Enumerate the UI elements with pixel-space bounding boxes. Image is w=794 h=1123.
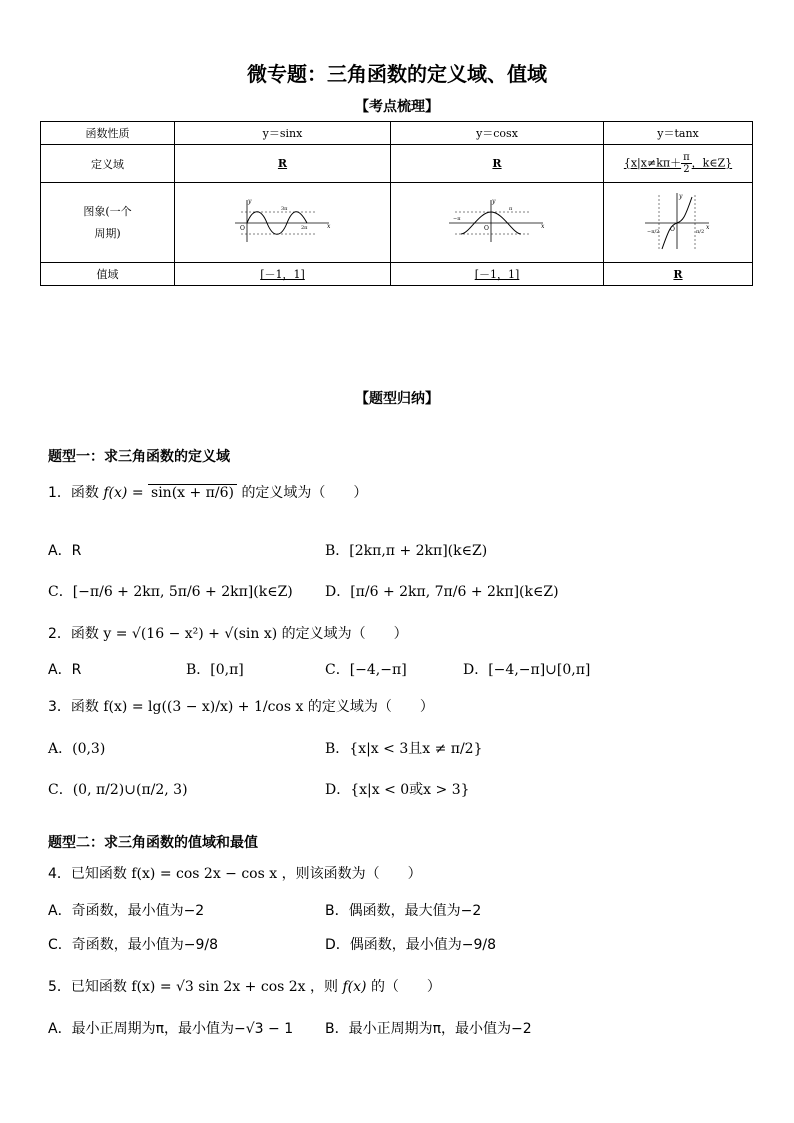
graph-tan	[604, 183, 753, 263]
q4-stem-b: ，则该函数为（ ）	[281, 866, 422, 882]
page-title: 微专题：三角函数的定义域、值域	[247, 62, 547, 86]
svg-text:O: O	[670, 226, 675, 233]
q2-option-b[interactable]: B．[0,π]	[186, 662, 244, 678]
header-cos: y＝cosx	[391, 122, 604, 145]
q3-option-c[interactable]: C．(0, π/2)∪(π/2, 3)	[48, 782, 188, 798]
q2-option-a[interactable]: A．R	[48, 662, 82, 678]
q5-stem	[48, 976, 441, 996]
svg-text:2π: 2π	[300, 225, 307, 231]
q4-option-b[interactable]: B．偶函数，最大值为−2	[325, 903, 482, 919]
q3-stem	[48, 696, 434, 716]
q3-option-b[interactable]: B．{x|x < 3且x ≠ π/2}	[325, 741, 483, 757]
q1-option-d[interactable]: D．[π/6 + 2kπ, 7π/6 + 2kπ](k∈Z)	[325, 584, 559, 600]
header-tan: y＝tanx	[604, 122, 753, 145]
q1-sqrt: sin(x + π/6)	[148, 484, 237, 501]
q5-option-a[interactable]: A．最小正周期为π，最小值为−√3 − 1	[48, 1021, 294, 1037]
q2-expr: y = √(16 − x²) + √(sin x)	[103, 626, 278, 642]
sine-graph-icon	[233, 198, 333, 244]
svg-text:−π/2: −π/2	[647, 229, 660, 235]
q4-stem	[48, 863, 422, 883]
svg-text:π: π	[509, 206, 513, 212]
tangent-graph-icon	[643, 191, 713, 251]
q4-stem-a: 4．已知函数	[48, 866, 127, 882]
q3-stem-a: 3．函数	[48, 699, 99, 715]
svg-text:x: x	[326, 223, 330, 230]
q3-expr: f(x) = lg((3 − x)/x) + 1/cos x	[103, 699, 304, 715]
q4-expr: f(x) = cos 2x − cos x	[131, 866, 278, 882]
q1-stem	[48, 482, 367, 502]
q3-stem-b: 的定义域为（ ）	[307, 699, 434, 715]
range-sin: [－1，1]	[175, 263, 391, 286]
graph-cos	[391, 183, 604, 263]
q2-stem-a: 2．函数	[48, 626, 99, 642]
q3-option-a[interactable]: A．(0,3)	[48, 741, 106, 757]
domain-tan-tail: ，k∈Z}	[691, 156, 733, 170]
svg-text:O: O	[239, 225, 245, 232]
properties-table	[40, 121, 753, 286]
q1-option-c[interactable]: C．[−π/6 + 2kπ, 5π/6 + 2kπ](k∈Z)	[48, 584, 293, 600]
header-property: 函数性质	[41, 122, 175, 145]
domain-label: 定义域	[41, 145, 175, 183]
svg-text:O: O	[484, 225, 489, 232]
q5-stem-b: ，则	[310, 979, 339, 995]
svg-text:y: y	[679, 193, 683, 200]
q5-expr: f(x) = √3 sin 2x + cos 2x	[131, 979, 306, 995]
q1-stem-b: 的定义域为（ ）	[241, 485, 368, 501]
domain-tan-head: {x|x≠kπ＋	[623, 156, 682, 170]
q4-option-a[interactable]: A．奇函数，最小值为−2	[48, 903, 205, 919]
q1-option-b[interactable]: B．[2kπ,π + 2kπ](k∈Z)	[325, 543, 488, 559]
q5-stem-a: 5．已知函数	[48, 979, 127, 995]
svg-text:y: y	[492, 198, 496, 205]
q5-option-b[interactable]: B．最小正周期为π，最小值为−2	[325, 1021, 532, 1037]
domain-sin: R	[175, 145, 391, 183]
q1-stem-a: 1．函数	[48, 485, 99, 501]
q1-f: f(x) =	[103, 485, 144, 501]
cosine-graph-icon	[447, 198, 547, 244]
q4-option-c[interactable]: C．奇函数，最小值为−9/8	[48, 937, 219, 953]
type2-heading: 题型二：求三角函数的值域和最值	[48, 835, 258, 851]
domain-tan-den: 2	[683, 164, 690, 175]
q1-option-a[interactable]: A．R	[48, 543, 82, 559]
q3-option-d[interactable]: D．{x|x < 0或x > 3}	[325, 782, 470, 798]
types-heading: 【题型归纳】	[355, 391, 439, 407]
graph-label-text: 图象(一个周期)	[83, 204, 132, 240]
q2-stem	[48, 623, 408, 643]
q5-fx: f(x)	[342, 979, 367, 995]
type1-heading: 题型一：求三角函数的定义域	[48, 449, 230, 465]
range-label: 值域	[41, 263, 175, 286]
summary-heading: 【考点梳理】	[355, 99, 439, 115]
graph-sin	[175, 183, 391, 263]
range-cos: [－1，1]	[391, 263, 604, 286]
domain-tan	[604, 145, 753, 183]
domain-tan-num: π	[683, 152, 690, 163]
header-sin: y＝sinx	[175, 122, 391, 145]
svg-text:π/2: π/2	[696, 229, 705, 235]
svg-text:3π: 3π	[280, 206, 287, 212]
svg-text:−π: −π	[453, 216, 461, 222]
domain-cos: R	[391, 145, 604, 183]
q2-option-d[interactable]: D．[−4,−π]∪[0,π]	[463, 662, 591, 678]
range-tan: R	[604, 263, 753, 286]
q2-stem-b: 的定义域为（ ）	[281, 626, 408, 642]
graph-label	[41, 183, 175, 263]
svg-text:x: x	[706, 224, 710, 231]
q2-option-c[interactable]: C．[−4,−π]	[325, 662, 407, 678]
q4-option-d[interactable]: D．偶函数，最小值为−9/8	[325, 937, 497, 953]
svg-text:y: y	[247, 198, 251, 205]
svg-text:x: x	[541, 223, 545, 230]
q5-stem-c: 的（ ）	[370, 979, 441, 995]
